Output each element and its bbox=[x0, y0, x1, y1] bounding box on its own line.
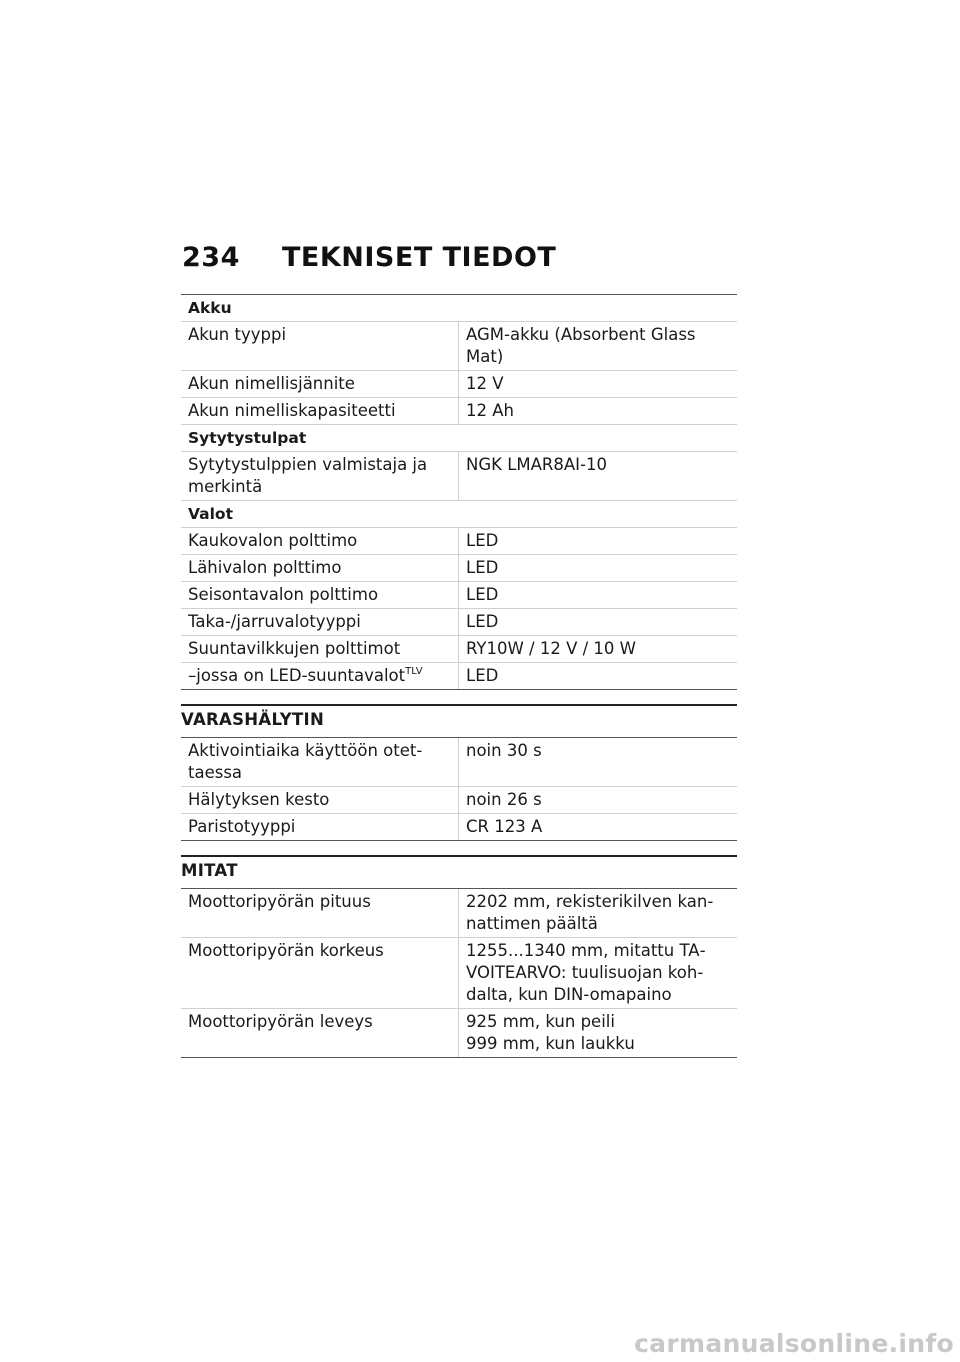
table-row bbox=[181, 889, 737, 938]
table-row bbox=[181, 787, 737, 814]
row-label: Aktivointiaika käyttöön otettaessa bbox=[181, 738, 459, 787]
table-row bbox=[181, 371, 737, 398]
section-title-dimensions: MITAT bbox=[181, 855, 737, 889]
row-value: 12 V bbox=[459, 371, 738, 398]
page-header bbox=[182, 242, 556, 273]
spec-table-dimensions bbox=[181, 889, 737, 1058]
section-title-alarm: VARASHÄLYTIN bbox=[181, 704, 737, 738]
row-label: Moottoripyörän pituus bbox=[181, 889, 459, 938]
row-label-text: –jossa on LED-suuntavalot bbox=[188, 666, 406, 685]
row-label: Kaukovalon polttimo bbox=[181, 528, 459, 555]
row-label: Akun tyyppi bbox=[181, 322, 459, 371]
table-row bbox=[181, 738, 737, 787]
group-heading-battery: Akku bbox=[181, 295, 737, 322]
table-row bbox=[181, 609, 737, 636]
row-value-line: 925 mm, kun peili bbox=[466, 1012, 615, 1031]
row-label: Akun nimelliskapasiteetti bbox=[181, 398, 459, 425]
row-label: Moottoripyörän leveys bbox=[181, 1009, 459, 1058]
row-value: NGK LMAR8AI-10 bbox=[459, 452, 738, 501]
table-row bbox=[181, 582, 737, 609]
row-label-superscript: TLV bbox=[405, 666, 423, 677]
table-row bbox=[181, 938, 737, 1009]
row-value: CR 123 A bbox=[459, 814, 738, 841]
section-alarm bbox=[181, 704, 737, 841]
row-value: noin 26 s bbox=[459, 787, 738, 814]
row-value: 12 Ah bbox=[459, 398, 738, 425]
table-row bbox=[181, 663, 737, 690]
row-value: LED bbox=[459, 609, 738, 636]
group-heading-lights: Valot bbox=[181, 501, 737, 528]
row-value: 2202 mm, rekisterikilven kannattimen päältä bbox=[459, 889, 738, 938]
row-value: LED bbox=[459, 555, 738, 582]
spec-content bbox=[181, 294, 737, 1058]
page-title: TEKNISET TIEDOT bbox=[282, 242, 557, 273]
table-row bbox=[181, 555, 737, 582]
row-value: LED bbox=[459, 582, 738, 609]
row-value: AGM-akku (Absorbent Glass Mat) bbox=[459, 322, 738, 371]
row-value: noin 30 s bbox=[459, 738, 738, 787]
row-label: Sytytystulppien valmistaja ja merkintä bbox=[181, 452, 459, 501]
table-row bbox=[181, 814, 737, 841]
row-label: Taka-/jarruvalotyyppi bbox=[181, 609, 459, 636]
row-label: Lähivalon polttimo bbox=[181, 555, 459, 582]
page-number: 234 bbox=[182, 242, 240, 273]
row-value-line: 999 mm, kun laukku bbox=[466, 1034, 635, 1053]
watermark: carmanualsonline.info bbox=[634, 1329, 954, 1358]
row-label: Seisontavalon polttimo bbox=[181, 582, 459, 609]
row-label: Hälytyksen kesto bbox=[181, 787, 459, 814]
row-value: LED bbox=[459, 528, 738, 555]
row-value bbox=[459, 1009, 738, 1058]
row-label bbox=[181, 663, 459, 690]
spec-table-battery-plugs-lights bbox=[181, 294, 737, 690]
spec-table-alarm bbox=[181, 738, 737, 841]
row-value: LED bbox=[459, 663, 738, 690]
group-heading-spark-plugs: Sytytystulpat bbox=[181, 425, 737, 452]
row-label: Suuntavilkkujen polttimot bbox=[181, 636, 459, 663]
table-row bbox=[181, 636, 737, 663]
section-dimensions bbox=[181, 855, 737, 1058]
table-row bbox=[181, 452, 737, 501]
table-row bbox=[181, 398, 737, 425]
row-value: 1255...1340 mm, mitattu TAVOITEARVO: tuulisuojan kohdalta, kun DIN-omapaino bbox=[459, 938, 738, 1009]
table-row bbox=[181, 528, 737, 555]
row-value: RY10W / 12 V / 10 W bbox=[459, 636, 738, 663]
row-label: Paristotyyppi bbox=[181, 814, 459, 841]
table-row bbox=[181, 1009, 737, 1058]
row-label: Moottoripyörän korkeus bbox=[181, 938, 459, 1009]
table-row bbox=[181, 322, 737, 371]
row-label: Akun nimellisjännite bbox=[181, 371, 459, 398]
